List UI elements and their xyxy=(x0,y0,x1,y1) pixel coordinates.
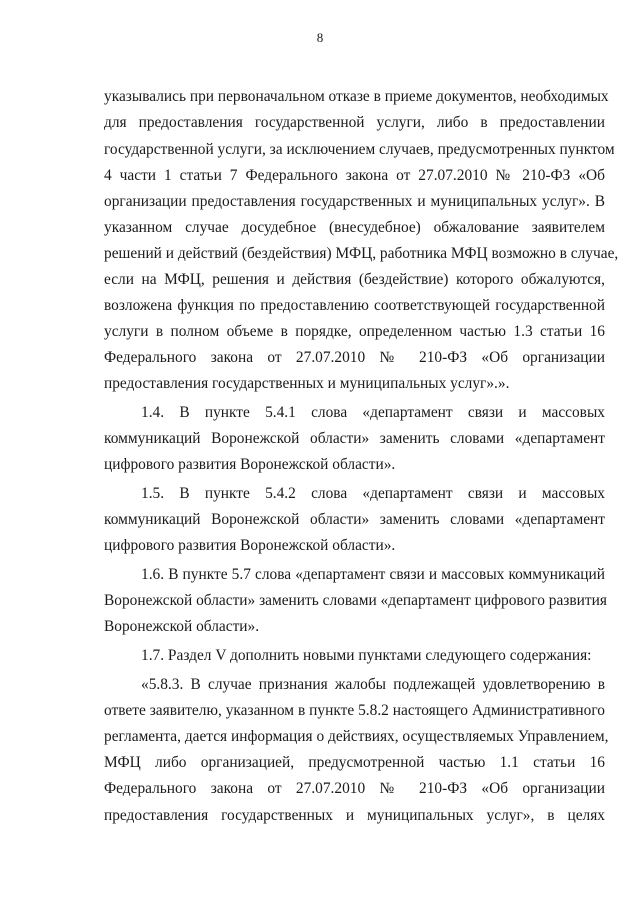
text-line: услуги в полном объеме в порядке, определенном частью 1.3 статьи 16 xyxy=(104,323,605,340)
text-line: 1.4. В пункте 5.4.1 слова «департамент связи и массовых xyxy=(141,404,605,421)
text-line: предоставления государственных и муниципальных услуг».». xyxy=(104,375,510,392)
text-line: возложена функция по предоставлению соответствующей государственной xyxy=(104,297,605,314)
text-line: 1.7. Раздел V дополнить новыми пунктами следующего содержания: xyxy=(141,647,592,664)
text-line: указывались при первоначальном отказе в приеме документов, необходимых xyxy=(104,88,609,105)
text-line: указанном случае досудебное (внесудебное) обжалование заявителем xyxy=(104,219,605,236)
text-line: «5.8.3. В случае признания жалобы подлежащей удовлетворению в xyxy=(141,676,605,693)
text-line: 1.6. В пункте 5.7 слова «департамент связи и массовых коммуникаций xyxy=(141,566,605,583)
text-line: если на МФЦ, решения и действия (бездействие) которого обжалуются, xyxy=(104,271,605,288)
page-number: 8 xyxy=(316,30,324,45)
text-line: организации предоставления государственных и муниципальных услуг». В xyxy=(104,193,605,210)
text-line: цифрового развития Воронежской области». xyxy=(104,537,396,554)
text-line: Федерального закона от 27.07.2010 № 210-ФЗ «Об организации xyxy=(104,780,605,797)
text-line: для предоставления государственной услуги, либо в предоставлении xyxy=(104,114,605,131)
text-line: коммуникаций Воронежской области» заменить словами «департамент xyxy=(104,511,605,528)
text-line: регламента, дается информация о действиях, осуществляемых Управлением, xyxy=(104,728,609,745)
text-line: 4 части 1 статьи 7 Федерального закона от 27.07.2010 № 210-ФЗ «Об xyxy=(104,167,605,184)
text-line: Воронежской области» заменить словами «департамент цифрового развития xyxy=(104,592,607,609)
text-line: решений и действий (бездействия) МФЦ, работника МФЦ возможно в случае, xyxy=(104,245,619,262)
text-line: 1.5. В пункте 5.4.2 слова «департамент связи и массовых xyxy=(141,485,605,502)
text-line: МФЦ либо организацией, предусмотренной частью 1.1 статьи 16 xyxy=(104,754,605,771)
text-line: Федерального закона от 27.07.2010 № 210-ФЗ «Об организации xyxy=(104,349,605,366)
text-line: Воронежской области». xyxy=(104,618,260,635)
text-line: цифрового развития Воронежской области». xyxy=(104,456,396,473)
text-line: коммуникаций Воронежской области» заменить словами «департамент xyxy=(104,430,605,447)
text-line: государственной услуги, за исключением случаев, предусмотренных пунктом xyxy=(104,141,615,158)
text-line: предоставления государственных и муниципальных услуг», в целях xyxy=(104,807,605,824)
text-line: ответе заявителю, указанном в пункте 5.8.2 настоящего Административного xyxy=(104,702,605,719)
